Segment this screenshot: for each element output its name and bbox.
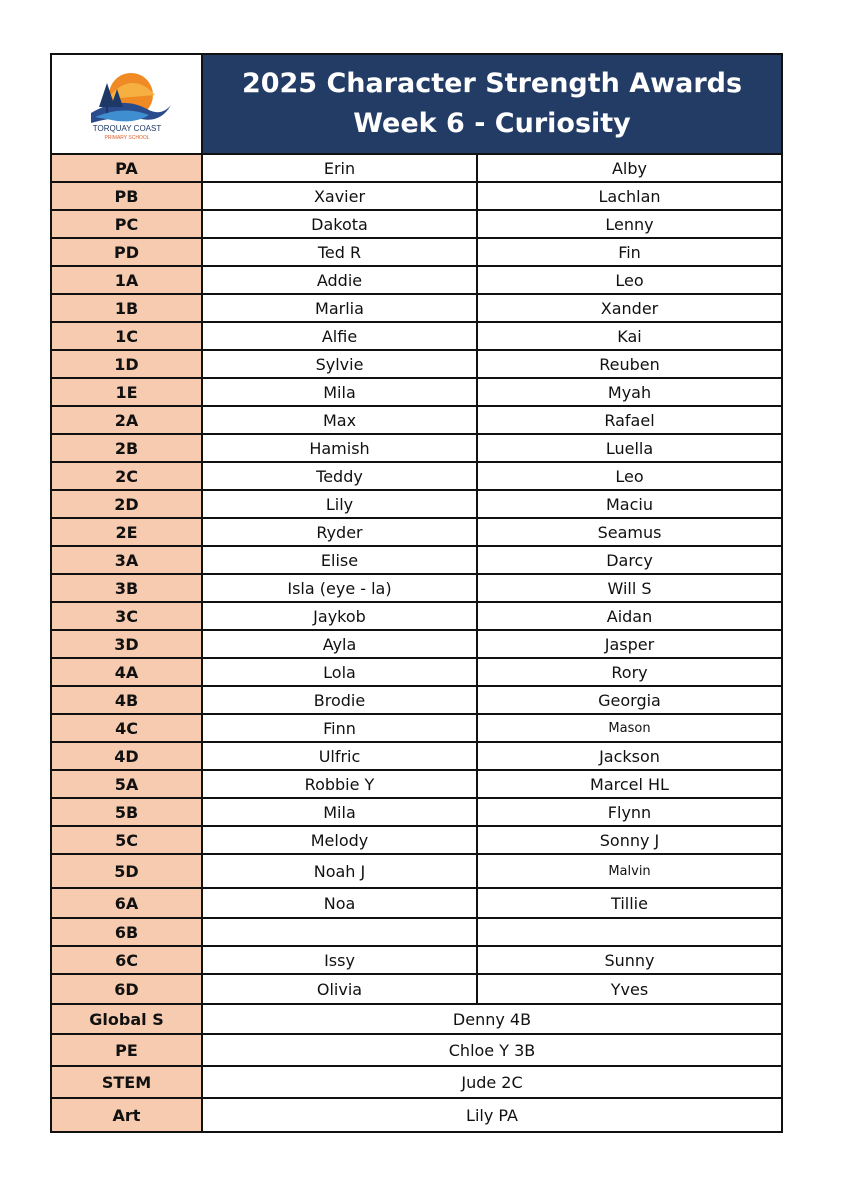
class-label: 6A	[52, 889, 203, 917]
student-name-1: Ayla	[203, 631, 478, 657]
class-label: 2A	[52, 407, 203, 433]
class-label: 4D	[52, 743, 203, 769]
table-row	[52, 267, 781, 295]
student-name-1: Teddy	[203, 463, 478, 489]
student-name-2: Marcel HL	[590, 774, 669, 794]
class-rows	[52, 155, 781, 1003]
award-category: Global S	[52, 1005, 203, 1033]
award-recipient: Jude 2C	[461, 1072, 523, 1092]
table-row	[52, 659, 781, 687]
student-name-1: Jaykob	[203, 603, 478, 629]
table-row	[52, 575, 781, 603]
student-name-2: Kai	[617, 326, 642, 346]
student-name-1: Mila	[203, 799, 478, 825]
class-label: 3D	[52, 631, 203, 657]
class-label: 1B	[52, 295, 203, 321]
student-name-2: Luella	[605, 438, 654, 458]
student-name-2: Jasper	[604, 634, 655, 654]
student-name-2: Maciu	[606, 494, 653, 514]
table-row	[52, 463, 781, 491]
student-name-1: Marlia	[203, 295, 478, 321]
table-row	[52, 799, 781, 827]
class-label: 6C	[52, 947, 203, 973]
student-name-1: Hamish	[203, 435, 478, 461]
student-name-1: Olivia	[203, 975, 478, 1003]
table-row	[52, 519, 781, 547]
student-name-1: Issy	[203, 947, 478, 973]
table-row	[52, 183, 781, 211]
logo-line1: TORQUAY COAST	[92, 124, 161, 133]
table-header	[52, 55, 781, 155]
student-name-2: Lenny	[605, 214, 654, 234]
student-name-2: Jackson	[599, 746, 660, 766]
award-recipient: Chloe Y 3B	[448, 1040, 536, 1060]
student-name-1: Dakota	[203, 211, 478, 237]
special-award-row	[52, 1035, 781, 1067]
student-name-2	[478, 919, 781, 945]
class-label: 4A	[52, 659, 203, 685]
student-name-2: Tillie	[611, 893, 648, 913]
logo-line2: PRIMARY SCHOOL	[103, 135, 150, 141]
table-row	[52, 323, 781, 351]
table-row	[52, 919, 781, 947]
table-row	[52, 155, 781, 183]
student-name-2: Seamus	[597, 522, 662, 542]
student-name-2: Alby	[611, 158, 647, 178]
student-name-1: Robbie Y	[203, 771, 478, 797]
class-label: 5D	[52, 855, 203, 887]
student-name-2: Myah	[607, 382, 652, 402]
student-name-1: Finn	[203, 715, 478, 741]
student-name-1: Elise	[203, 547, 478, 573]
class-label: PB	[52, 183, 203, 209]
class-label: 6B	[52, 919, 203, 945]
table-row	[52, 743, 781, 771]
award-recipient: Lily PA	[466, 1105, 518, 1125]
student-name-1: Erin	[203, 155, 478, 181]
table-row	[52, 603, 781, 631]
table-row	[52, 827, 781, 855]
table-row	[52, 351, 781, 379]
class-label: 1C	[52, 323, 203, 349]
page-subtitle: Week 6 - Curiosity	[353, 108, 631, 139]
student-name-1: Addie	[203, 267, 478, 293]
student-name-2: Rory	[611, 662, 648, 682]
student-name-2: Yves	[610, 979, 649, 999]
special-award-row	[52, 1003, 781, 1035]
table-row	[52, 687, 781, 715]
student-name-1: Lola	[203, 659, 478, 685]
special-award-row	[52, 1099, 781, 1131]
special-award-row	[52, 1067, 781, 1099]
class-label: PD	[52, 239, 203, 265]
student-name-1: Lily	[203, 491, 478, 517]
student-name-1: Melody	[203, 827, 478, 853]
student-name-1: Noah J	[203, 855, 478, 887]
table-row	[52, 239, 781, 267]
awards-table	[50, 53, 783, 1133]
student-name-1: Ulfric	[203, 743, 478, 769]
student-name-2: Leo	[615, 466, 644, 486]
class-label: 4B	[52, 687, 203, 713]
class-label: 2B	[52, 435, 203, 461]
table-row	[52, 211, 781, 239]
class-label: PC	[52, 211, 203, 237]
special-rows	[52, 1003, 781, 1131]
student-name-1: Max	[203, 407, 478, 433]
student-name-2: Mason	[608, 720, 651, 736]
class-label: 5A	[52, 771, 203, 797]
student-name-2: Will S	[607, 578, 652, 598]
student-name-1	[203, 919, 478, 945]
student-name-2: Darcy	[606, 550, 653, 570]
student-name-2: Sonny J	[599, 830, 660, 850]
table-row	[52, 491, 781, 519]
student-name-2: Malvin	[608, 863, 651, 879]
class-label: 1E	[52, 379, 203, 405]
student-name-1: Brodie	[203, 687, 478, 713]
table-row	[52, 295, 781, 323]
table-row	[52, 855, 781, 889]
school-logo	[52, 55, 203, 153]
table-row	[52, 715, 781, 743]
student-name-1: Ryder	[203, 519, 478, 545]
student-name-2: Xander	[600, 298, 659, 318]
class-label: 2E	[52, 519, 203, 545]
student-name-1: Ted R	[203, 239, 478, 265]
award-recipient: Denny 4B	[452, 1009, 532, 1029]
student-name-2: Leo	[615, 270, 644, 290]
student-name-2: Lachlan	[598, 186, 661, 206]
student-name-2: Sunny	[604, 950, 655, 970]
table-row	[52, 771, 781, 799]
table-row	[52, 631, 781, 659]
class-label: PA	[52, 155, 203, 181]
table-row	[52, 975, 781, 1003]
student-name-2: Fin	[618, 242, 641, 262]
award-category: Art	[52, 1099, 203, 1131]
class-label: 5C	[52, 827, 203, 853]
student-name-2: Reuben	[599, 354, 660, 374]
student-name-2: Georgia	[598, 690, 661, 710]
class-label: 3C	[52, 603, 203, 629]
title-block	[203, 55, 781, 153]
page-title: 2025 Character Strength Awards	[241, 68, 743, 99]
student-name-2: Rafael	[604, 410, 655, 430]
student-name-1: Sylvie	[203, 351, 478, 377]
award-category: STEM	[52, 1067, 203, 1097]
class-label: 4C	[52, 715, 203, 741]
table-row	[52, 407, 781, 435]
table-row	[52, 947, 781, 975]
class-label: 5B	[52, 799, 203, 825]
table-row	[52, 435, 781, 463]
student-name-2: Aidan	[606, 606, 653, 626]
student-name-1: Mila	[203, 379, 478, 405]
class-label: 3B	[52, 575, 203, 601]
class-label: 1D	[52, 351, 203, 377]
student-name-2: Flynn	[607, 802, 652, 822]
table-row	[52, 547, 781, 575]
student-name-1: Xavier	[203, 183, 478, 209]
class-label: 1A	[52, 267, 203, 293]
table-row	[52, 889, 781, 919]
student-name-1: Noa	[203, 889, 478, 917]
student-name-1: Alfie	[203, 323, 478, 349]
class-label: 6D	[52, 975, 203, 1003]
school-logo-icon	[77, 65, 177, 143]
award-category: PE	[52, 1035, 203, 1065]
table-row	[52, 379, 781, 407]
class-label: 2C	[52, 463, 203, 489]
class-label: 2D	[52, 491, 203, 517]
class-label: 3A	[52, 547, 203, 573]
student-name-1: Isla (eye - la)	[203, 575, 478, 601]
